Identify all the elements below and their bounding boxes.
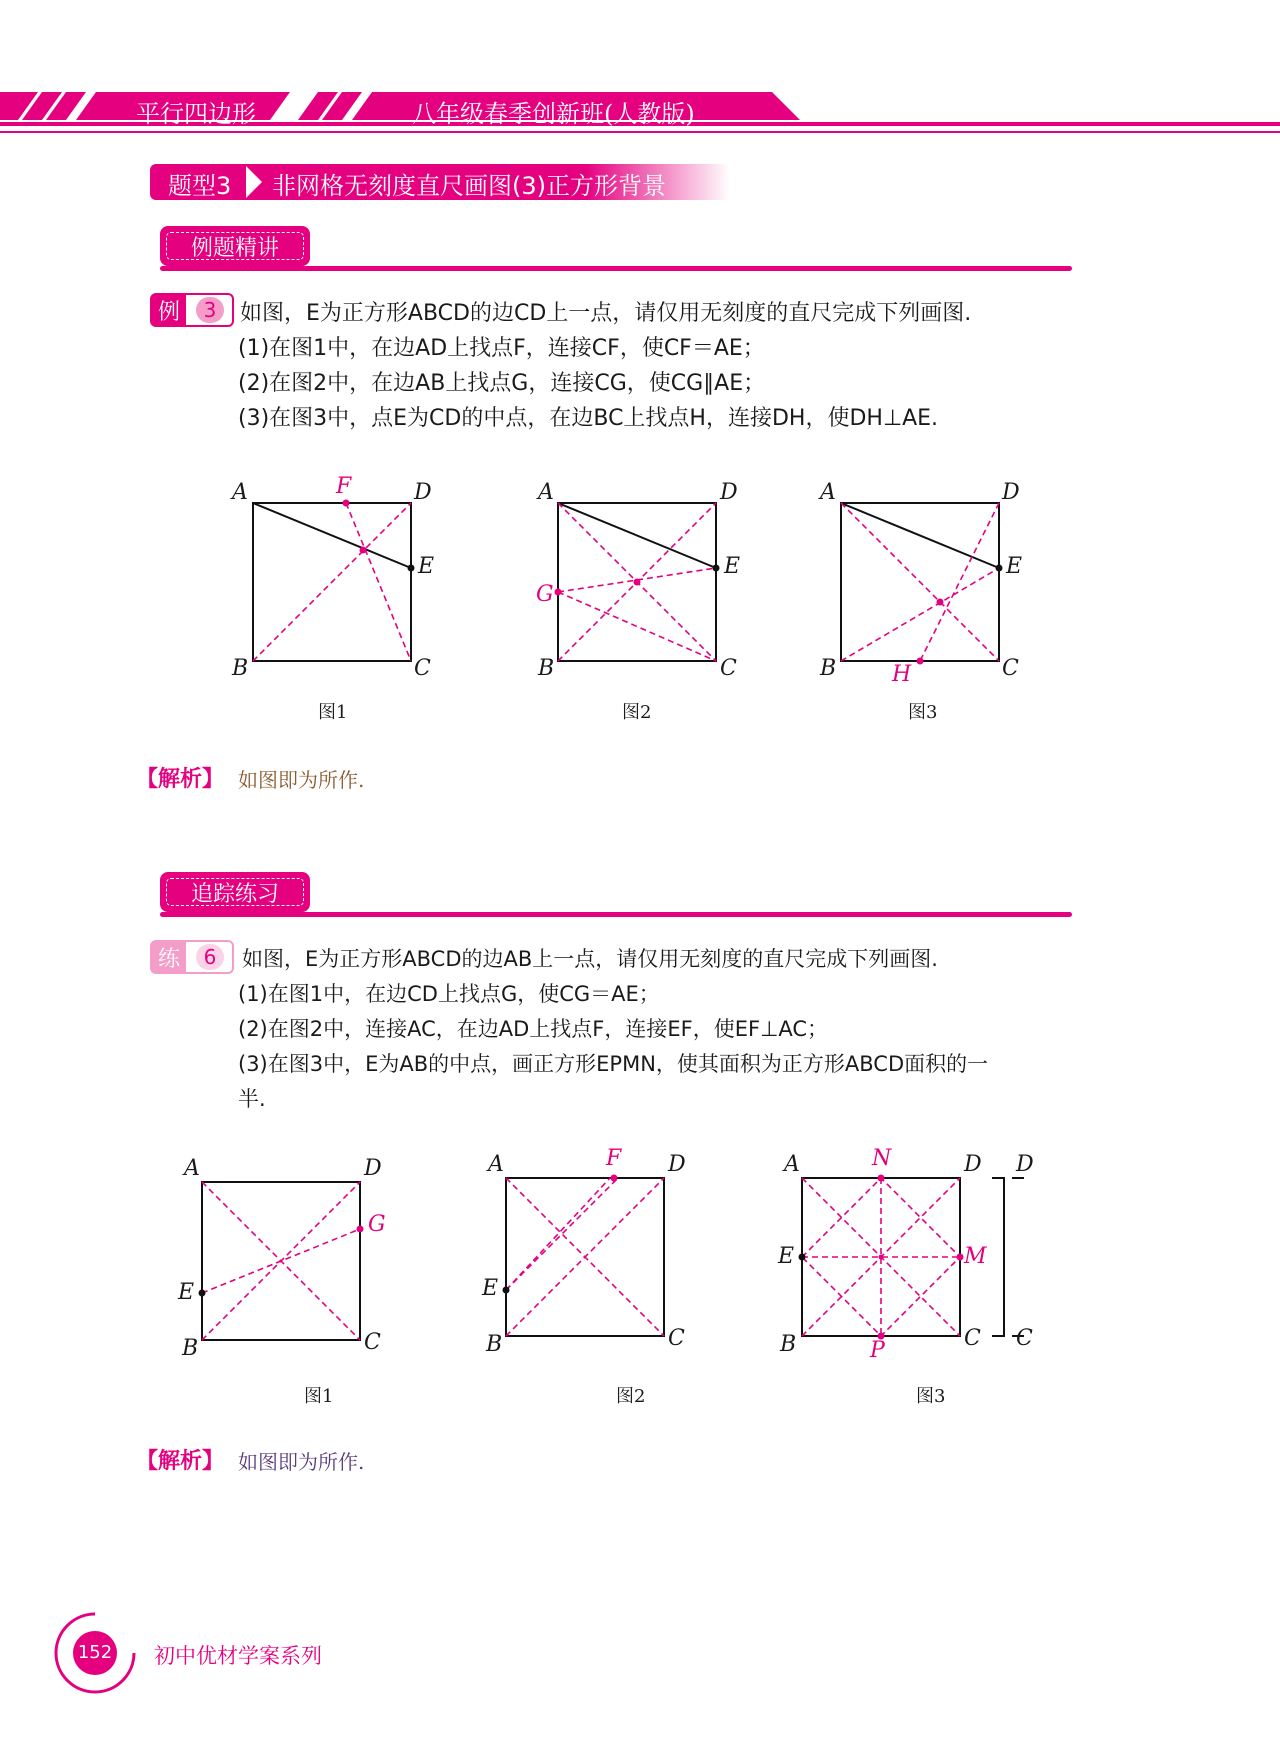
pr-fig3-label-E: E (778, 1244, 795, 1269)
ex-fig1-label-F: F (336, 474, 352, 499)
pr-fig3-label-C2: C (1016, 1326, 1033, 1351)
pr-fig3-label-M: M (964, 1244, 987, 1269)
practice-figure-2 (484, 1156, 684, 1356)
example-section-tag (160, 226, 310, 266)
pr-fig3-label-D2: D (1016, 1152, 1034, 1177)
ex-fig3-label-B: B (820, 656, 837, 681)
practice-section-tag (160, 872, 310, 912)
ex-fig3-label-A: A (820, 480, 836, 505)
pr-fig2-caption: 图2 (616, 1386, 646, 1407)
practice-badge-number: 6 (196, 944, 224, 970)
type-banner-title: 非网格无刻度直尺画图(3)正方形背景 (272, 172, 666, 200)
example-line-3: (3)在图3中，点E为CD的中点，在边BC上找点H，连接DH，使DH⊥AE. (238, 406, 939, 431)
practice-line-3: (3)在图3中，E为AB的中点，画正方形EPMN，使其面积为正方形ABCD面积的一 (238, 1052, 989, 1076)
header-right-title: 八年级春季创新班(人教版) (412, 100, 695, 128)
pr-fig3-label-N: N (872, 1146, 892, 1171)
practice-section-tag-text: 追踪练习 (190, 881, 279, 907)
ex-fig1-label-E: E (418, 554, 435, 579)
footer-series: 初中优材学案系列 (154, 1644, 322, 1668)
pr-fig3-label-P: P (870, 1338, 885, 1363)
practice-line-2: (2)在图2中，连接AC，在边AD上找点F，连接EF，使EF⊥AC； (238, 1017, 829, 1041)
ex-fig2-label-A: A (538, 480, 554, 505)
practice-line-0: 如图，E为正方形ABCD的边AB上一点，请仅用无刻度的直尺完成下列画图. (242, 947, 938, 971)
pr-fig2-label-A: A (488, 1152, 504, 1177)
ex-fig1-label-B: B (232, 656, 249, 681)
example-figure-3 (818, 480, 1018, 680)
practice-badge (150, 940, 234, 974)
pr-fig2-label-B: B (486, 1332, 503, 1357)
pr-fig3-label-A: A (784, 1152, 800, 1177)
practice-figure-1 (180, 1160, 380, 1360)
page-number: 152 (77, 1642, 113, 1663)
ex-fig2-caption: 图2 (622, 702, 652, 723)
example-analysis-text: 如图即为所作. (238, 768, 365, 792)
ex-fig2-label-D: D (720, 480, 738, 505)
example-analysis-label: 【解析】 (136, 767, 225, 792)
ex-fig1-label-A: A (232, 480, 248, 505)
example-line-1: (1)在图1中，在边AD上找点F，连接CF，使CF＝AE； (238, 336, 765, 361)
header-left-title: 平行四边形 (136, 100, 256, 128)
example-badge-number: 3 (196, 297, 224, 323)
pr-fig3-caption: 图3 (916, 1386, 946, 1407)
practice-figure-3 (780, 1156, 1040, 1356)
pr-fig1-label-D: D (364, 1156, 382, 1181)
practice-section-rule (160, 912, 1072, 917)
ex-fig2-label-C: C (720, 656, 737, 681)
ex-fig1-label-D: D (414, 480, 432, 505)
ex-fig2-label-B: B (538, 656, 555, 681)
practice-line-4: 半. (238, 1087, 266, 1111)
pr-fig3-label-C: C (964, 1326, 981, 1351)
pr-fig2-label-C: C (668, 1326, 685, 1351)
ex-fig3-label-C: C (1002, 656, 1019, 681)
pr-fig1-label-A: A (184, 1156, 200, 1181)
ex-fig1-label-C: C (414, 656, 431, 681)
pr-fig1-caption: 图1 (304, 1386, 334, 1407)
pr-fig1-label-G: G (368, 1212, 386, 1237)
ex-fig2-label-G: G (536, 582, 554, 607)
example-line-2: (2)在图2中，在边AB上找点G，连接CG，使CG∥AE； (238, 371, 766, 396)
example-line-0: 如图，E为正方形ABCD的边CD上一点，请仅用无刻度的直尺完成下列画图. (240, 301, 972, 326)
ex-fig2-label-E: E (724, 554, 741, 579)
example-badge (150, 293, 234, 327)
example-badge-prefix: 例 (152, 295, 186, 325)
pr-fig3-label-B: B (780, 1332, 797, 1357)
type-banner-label: 题型3 (168, 172, 232, 200)
practice-line-1: (1)在图1中，在边CD上找点G，使CG＝AE； (238, 982, 660, 1006)
example-figure-2 (535, 480, 735, 680)
pr-fig1-label-B: B (182, 1336, 199, 1361)
practice-analysis-label: 【解析】 (136, 1449, 225, 1474)
example-figure-1 (230, 480, 430, 680)
practice-analysis-text: 如图即为所作. (238, 1450, 365, 1474)
ex-fig3-label-D: D (1002, 480, 1020, 505)
ex-fig1-caption: 图1 (318, 702, 348, 723)
pr-fig1-label-E: E (178, 1280, 195, 1305)
example-section-rule (160, 266, 1072, 271)
pr-fig2-label-D: D (668, 1152, 686, 1177)
practice-badge-prefix: 练 (152, 942, 186, 972)
pr-fig3-label-D: D (964, 1152, 982, 1177)
ex-fig3-caption: 图3 (908, 702, 938, 723)
pr-fig2-label-E: E (482, 1276, 499, 1301)
ex-fig3-label-E: E (1006, 554, 1023, 579)
pr-fig1-label-C: C (364, 1330, 381, 1355)
pr-fig2-label-F: F (606, 1146, 622, 1171)
ex-fig3-label-H: H (892, 662, 912, 687)
example-section-tag-text: 例题精讲 (190, 235, 279, 261)
